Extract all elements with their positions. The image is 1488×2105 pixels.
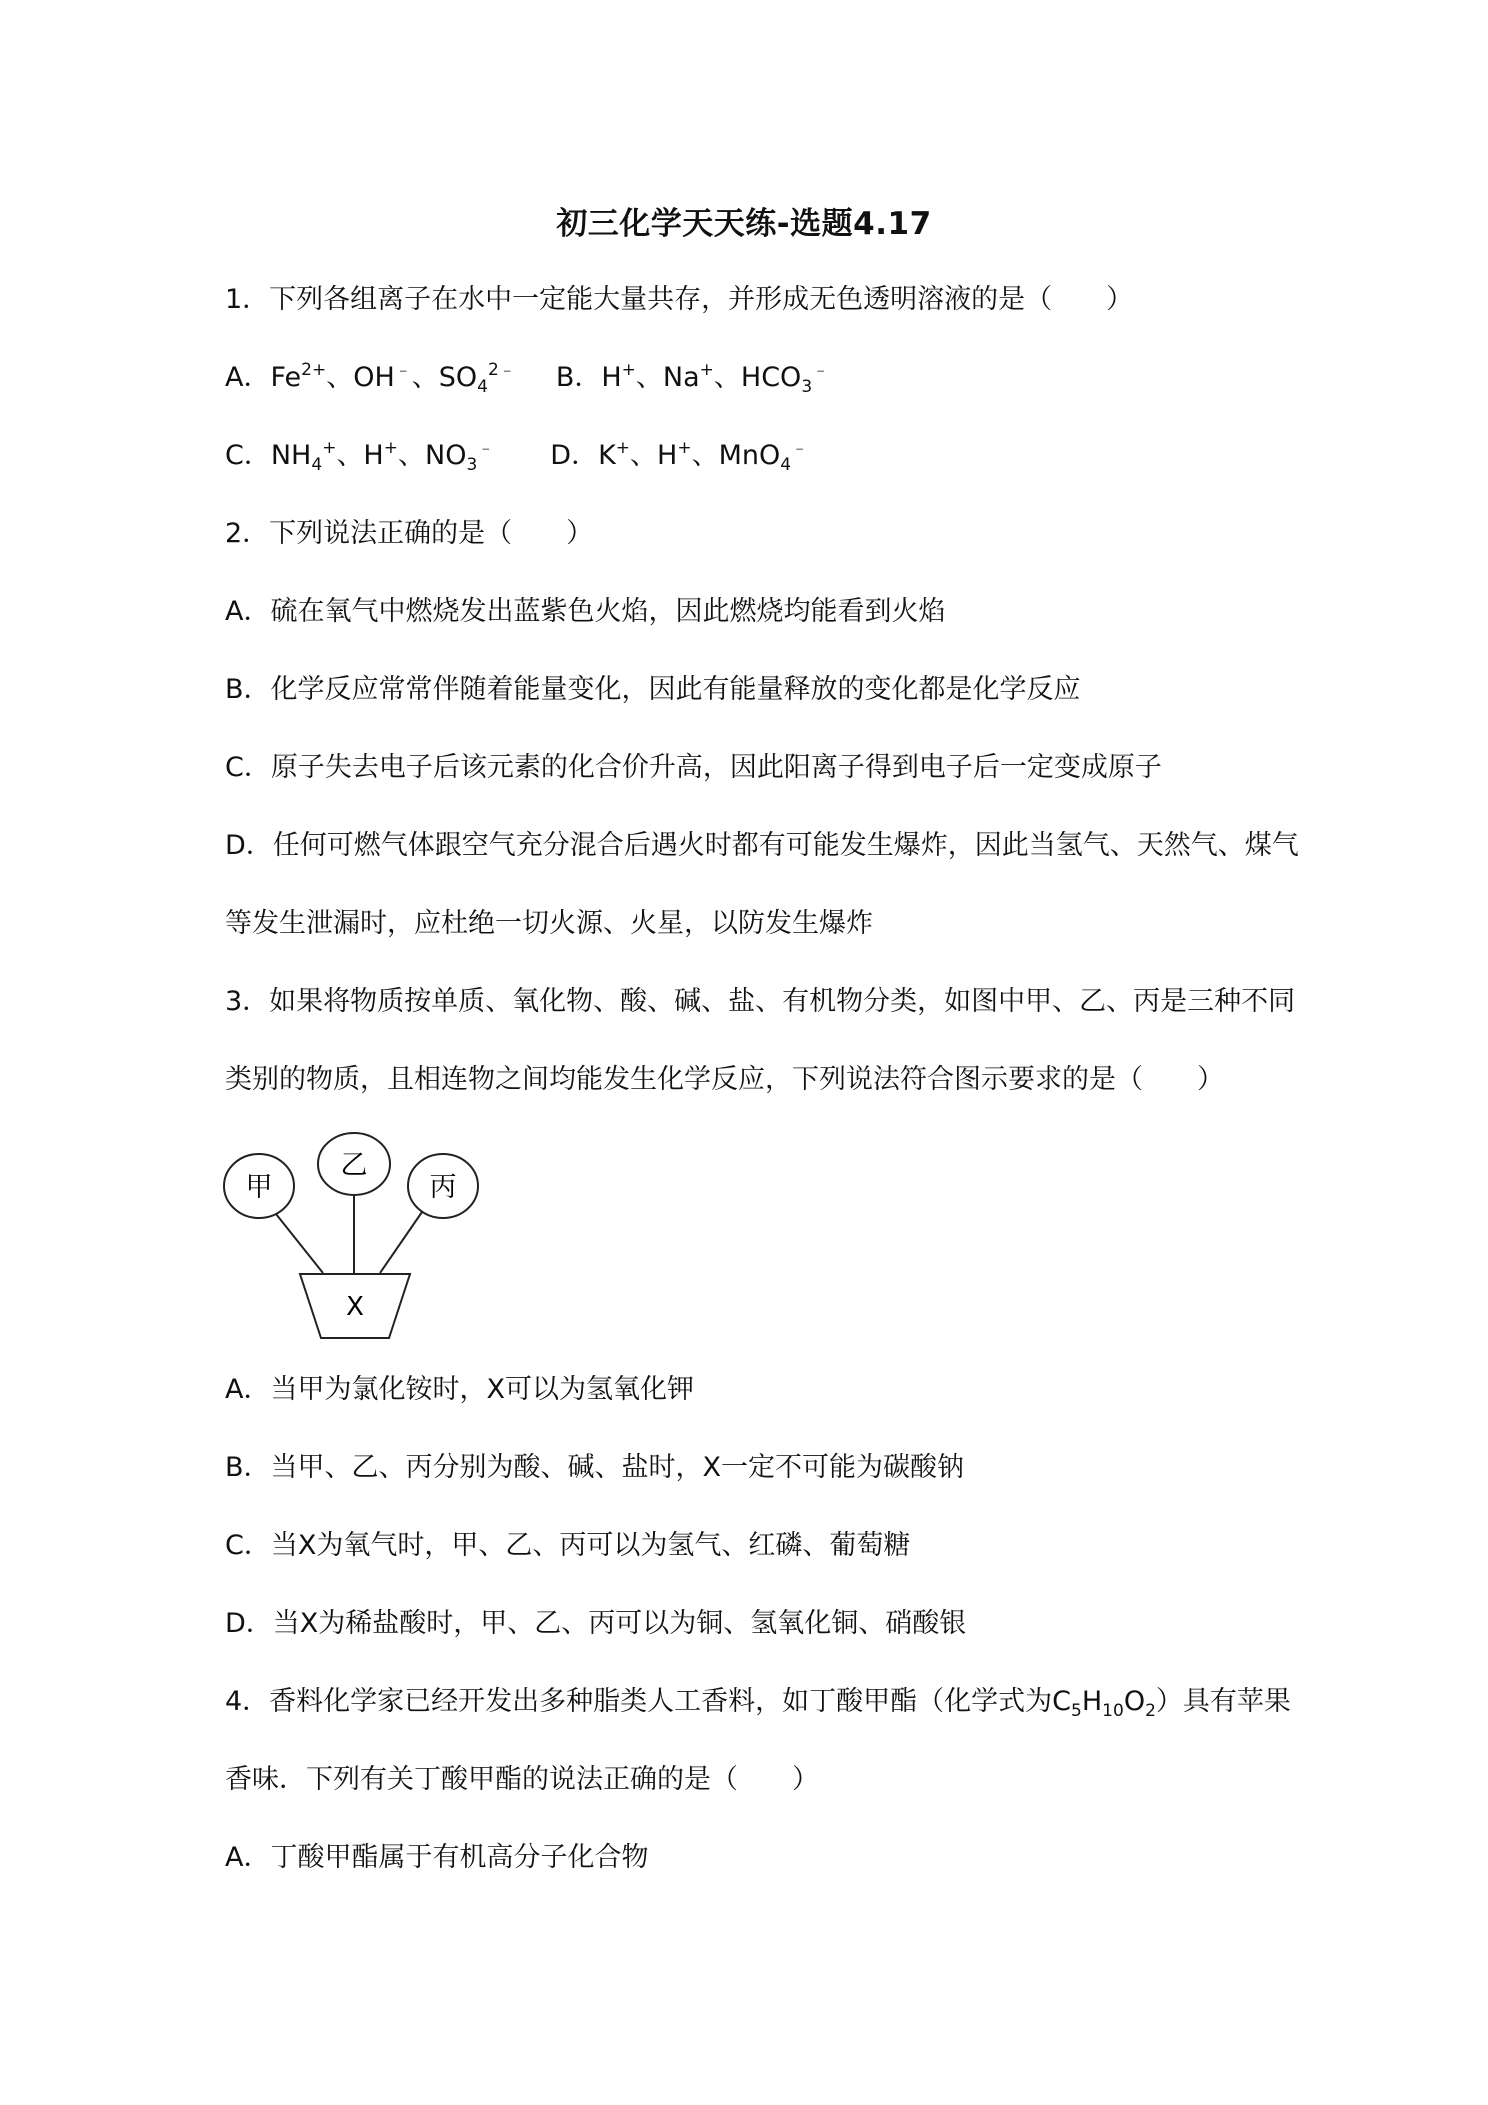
q2-option-d-line2: 等发生泄漏时，应杜绝一切火源、火星，以防发生爆炸 — [225, 908, 873, 939]
q3-stem-line1: 3．如果将物质按单质、氧化物、酸、碱、盐、有机物分类，如图中甲、乙、丙是三种不同 — [225, 986, 1296, 1017]
q1-options-cd — [225, 436, 808, 476]
link-bing-x — [380, 1212, 422, 1273]
q1-stem: 1．下列各组离子在水中一定能大量共存，并形成无色透明溶液的是（ ） — [225, 284, 1134, 315]
q2-option-c: C．原子失去电子后该元素的化合价升高，因此阳离子得到电子后一定变成原子 — [225, 752, 1162, 783]
q3-option-c: C．当X为氧气时，甲、乙、丙可以为氢气、红磷、葡萄糖 — [225, 1530, 911, 1561]
q2-stem: 2．下列说法正确的是（ ） — [225, 518, 594, 549]
q3-option-d: D．当X为稀盐酸时，甲、乙、丙可以为铜、氢氧化铜、硝酸银 — [225, 1608, 967, 1639]
link-jia-x — [276, 1214, 323, 1273]
q4-stem-line2: 香味．下列有关丁酸甲酯的说法正确的是（ ） — [225, 1764, 819, 1795]
q1-option-d: D．K+、H+、MnO$_4$﹣ — [550, 438, 809, 475]
q1-option-c: C．$NH_4^+$、H+、$NO_3^﹣$ — [225, 438, 495, 475]
q3-diagram — [222, 1130, 482, 1350]
x-label: X — [346, 1292, 364, 1322]
q2-option-a: A．硫在氧气中燃烧发出蓝紫色火焰，因此燃烧均能看到火焰 — [225, 596, 946, 627]
q3-option-a: A．当甲为氯化铵时，X可以为氢氧化钾 — [225, 1374, 694, 1405]
q1-options-ab — [225, 358, 829, 398]
q3-option-b: B．当甲、乙、丙分别为酸、碱、盐时，X一定不可能为碳酸钠 — [225, 1452, 965, 1483]
q1-option-b: B．H+、Na+、$HCO_3^﹣$ — [555, 360, 830, 397]
q2-option-b: B．化学反应常常伴随着能量变化，因此有能量释放的变化都是化学反应 — [225, 674, 1081, 705]
yi-label: 乙 — [340, 1150, 368, 1181]
q2-option-d-line1: D．任何可燃气体跟空气充分混合后遇火时都有可能发生爆炸，因此当氢气、天然气、煤气 — [225, 830, 1299, 861]
bing-label: 丙 — [429, 1172, 457, 1203]
q3-stem-line2: 类别的物质，且相连物之间均能发生化学反应，下列说法符合图示要求的是（ ） — [225, 1064, 1224, 1095]
q4-option-a: A．丁酸甲酯属于有机高分子化合物 — [225, 1842, 649, 1873]
jia-label: 甲 — [245, 1172, 273, 1203]
q4-stem-line1: 4．香料化学家已经开发出多种脂类人工香料，如丁酸甲酯（化学式为$C_5H_{10}O_2$）具有苹果 — [225, 1686, 1291, 1721]
page-title: 初三化学天天练-选题4.17 — [556, 206, 932, 242]
q1-option-a: A．$Fe^{2+}$、OH﹣、$SO_4^{2﹣}$ — [225, 360, 516, 397]
